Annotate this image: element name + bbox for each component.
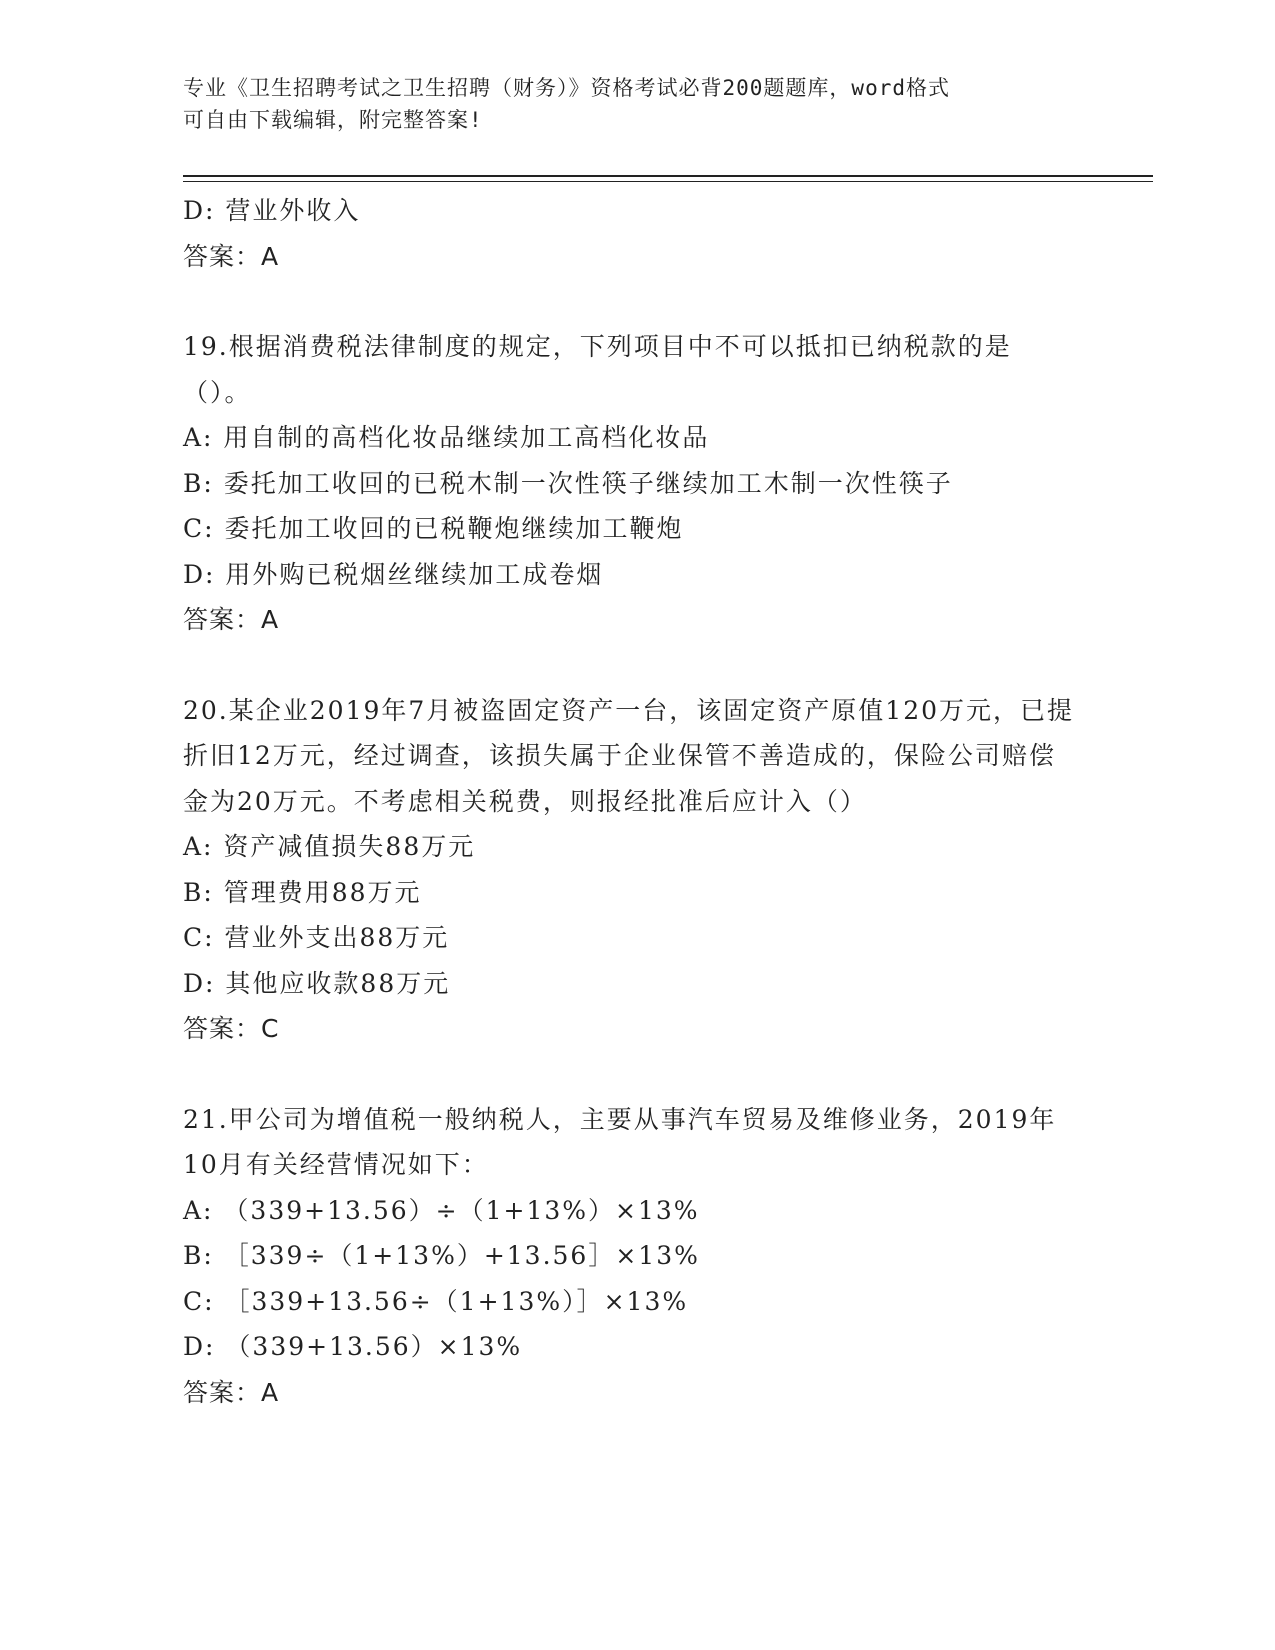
question-text: 21.甲公司为增值税一般纳税人，主要从事汽车贸易及维修业务，2019年10月有关经营情况如下： (183, 1104, 1057, 1179)
answer-line: 答案：A (183, 241, 280, 271)
option-d: D: 其他应收款88万元 (183, 968, 451, 998)
question-21 (183, 1097, 1083, 1416)
option-d: D: 营业外收入 (183, 196, 361, 225)
option-d: D: 用外购已税烟丝继续加工成卷烟 (183, 559, 604, 589)
option-a: A: 资产减值损失88万元 (183, 832, 476, 861)
spacer (183, 643, 1083, 688)
option-a: A: （339+13.56）÷（1+13%）×13% (183, 1195, 700, 1225)
option-c: C: 营业外支出88万元 (183, 923, 450, 952)
option-c: C: ［339+13.56÷（1+13%）］×13% (183, 1286, 689, 1316)
answer-line: 答案：C (183, 1014, 280, 1043)
question-19 (183, 324, 1083, 643)
option-b: B: 管理费用88万元 (183, 877, 422, 907)
spacer (183, 1052, 1083, 1097)
question-20 (183, 688, 1083, 1052)
header-title-line-2: 可自由下载编辑，附完整答案! (183, 108, 483, 132)
option-a: A: 用自制的高档化妆品继续加工高档化妆品 (183, 423, 710, 452)
option-d: D: （339+13.56）×13% (183, 1332, 523, 1361)
header-title-line-1: 专业《卫生招聘考试之卫生招聘（财务）》资格考试必背200题题库，word格式 (183, 76, 950, 100)
previous-question-tail (183, 188, 1083, 279)
spacer (183, 279, 1083, 324)
document-body (183, 188, 1083, 1415)
document-header (183, 72, 1063, 136)
answer-line: 答案：A (183, 1377, 280, 1407)
question-text: 19.根据消费税法律制度的规定，下列项目中不可以抵扣已纳税款的是（）。 (183, 332, 1012, 407)
answer-line: 答案：A (183, 605, 280, 634)
option-b: B: ［339÷（1+13%）+13.56］×13% (183, 1241, 700, 1270)
header-divider-thin (183, 181, 1153, 182)
option-c: C: 委托加工收回的已税鞭炮继续加工鞭炮 (183, 514, 684, 543)
header-divider-thick (183, 175, 1153, 177)
option-b: B: 委托加工收回的已税木制一次性筷子继续加工木制一次性筷子 (183, 468, 953, 498)
question-text: 20.某企业2019年7月被盗固定资产一台，该固定资产原值120万元，已提折旧12万元，经过调查，该损失属于企业保管不善造成的，保险公司赔偿金为20万元。不考虑相关税费，则报经批准后应计入（） (183, 695, 1075, 816)
